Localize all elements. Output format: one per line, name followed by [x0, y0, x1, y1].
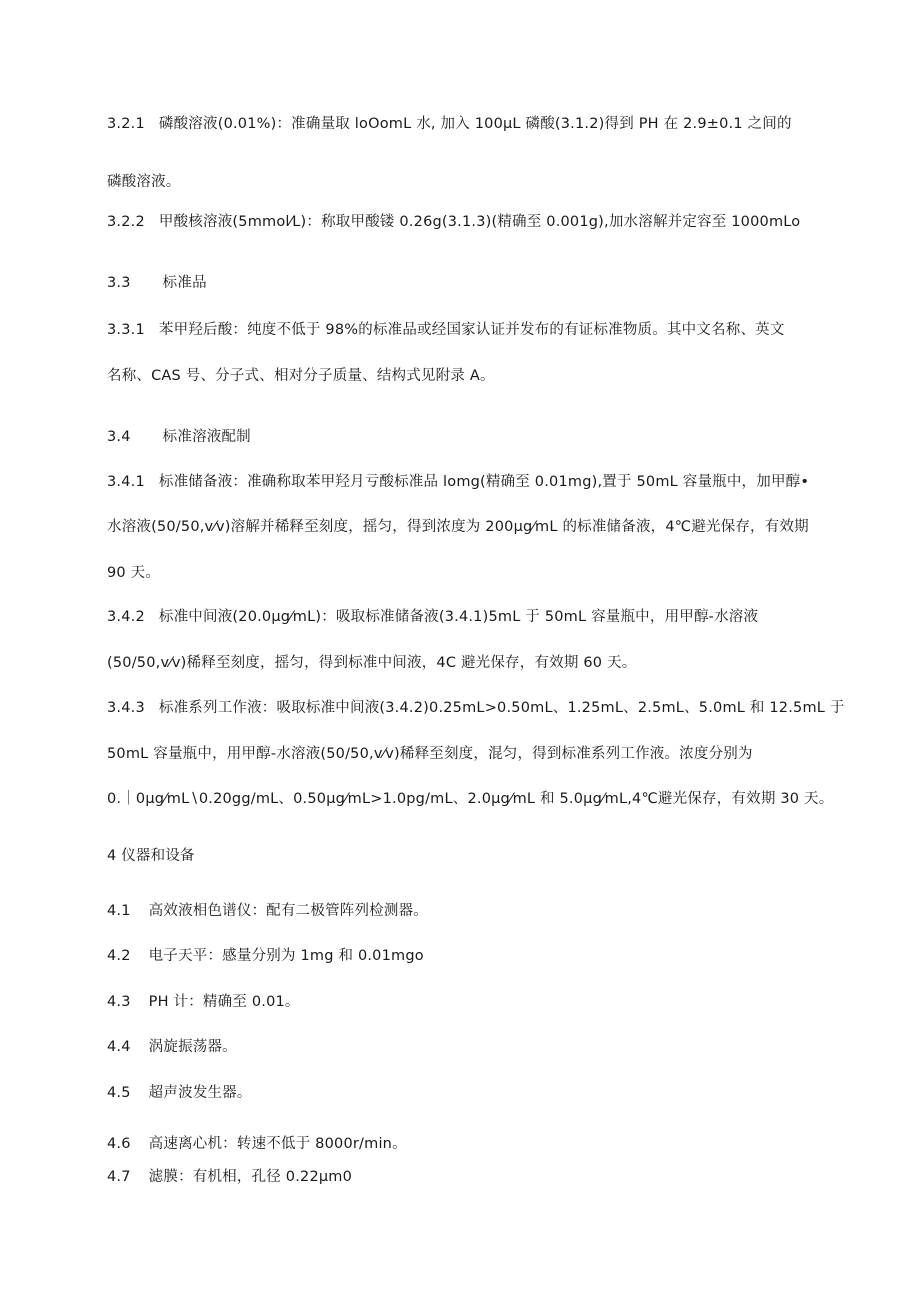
clause-text: 水溶液(50/50,v⁄v)溶解并稀释至刻度，摇匀，得到浓度为 200μg⁄mL 的标准储备液，4℃避光保存，有效期	[107, 519, 809, 535]
clause-4-2	[107, 946, 424, 966]
clause-3-4-3-continued	[107, 744, 753, 764]
clause-text: 标准储备液：准确称取苯甲羟月亏酸标准品 lomg(精确至 0.01mg),置于 50mL 容量瓶中，加甲醇•	[158, 474, 810, 490]
clause-3-4-3-continued-2	[107, 789, 833, 809]
clause-number: 3.2.1	[107, 116, 145, 132]
section-heading: 标准溶液配制	[162, 429, 251, 445]
section-3-4	[107, 427, 251, 447]
clause-3-2-2	[107, 212, 800, 232]
clause-text: 苯甲羟后酸：纯度不低于 98%的标准品或经国家认证并发布的有证标准物质。其中文名称、英文	[158, 322, 785, 338]
clause-text: 磷酸溶液(0.01%)：准确量取 loOomL 水, 加入 100μL 磷酸(3.1.2)得到 PH 在 2.9±0.1 之间的	[158, 116, 792, 132]
clause-text: 涡旋振荡器。	[148, 1039, 237, 1055]
clause-text: 滤膜：有机相，孔径 0.22μm0	[148, 1169, 353, 1185]
clause-3-4-2-continued	[107, 653, 636, 673]
clause-number: 3.3	[107, 275, 131, 291]
clause-3-4-1	[107, 472, 809, 492]
clause-number: 4.5	[107, 1085, 131, 1101]
clause-text: 电子天平：感量分别为 1mg 和 0.01mgo	[148, 948, 424, 964]
clause-4-6	[107, 1134, 407, 1154]
clause-number: 3.4.3	[107, 700, 145, 716]
clause-3-2-1	[107, 114, 792, 134]
clause-text: 90 天。	[107, 565, 161, 581]
clause-number: 4.7	[107, 1169, 131, 1185]
clause-4-7	[107, 1167, 352, 1187]
clause-3-2-1-continued	[107, 172, 181, 192]
clause-text: 甲酸核溶液(5mmol⁄L)：称取甲酸镂 0.26g(3.1.3)(精确至 0.001g),加水溶解并定容至 1000mLo	[158, 214, 801, 230]
clause-text: 50mL 容量瓶中，用甲醇-水溶液(50/50,v⁄v)稀释至刻度，混匀，得到标准系列工作液。浓度分别为	[107, 746, 753, 762]
clause-3-3-1	[107, 320, 785, 340]
clause-number: 4.1	[107, 903, 131, 919]
clause-3-4-1-continued-2	[107, 563, 160, 583]
clause-text: PH 计：精确至 0.01。	[148, 994, 300, 1010]
section-heading: 标准品	[162, 275, 207, 291]
clause-3-4-1-continued	[107, 517, 809, 537]
clause-4-5	[107, 1083, 252, 1103]
section-heading: 4 仪器和设备	[107, 848, 195, 864]
clause-4-4	[107, 1037, 237, 1057]
clause-3-3-1-continued	[107, 366, 495, 386]
clause-text: 高效液相色谱仪：配有二极管阵列检测器。	[148, 903, 428, 919]
clause-number: 3.3.1	[107, 322, 145, 338]
clause-text: 标准中间液(20.0μg⁄mL)：吸取标准储备液(3.4.1)5mL 于 50mL 容量瓶中，用甲醇-水溶液	[158, 609, 759, 625]
clause-number: 4.3	[107, 994, 131, 1010]
clause-number: 4.6	[107, 1136, 131, 1152]
clause-number: 4.4	[107, 1039, 131, 1055]
clause-number: 3.4.1	[107, 474, 145, 490]
clause-text: 0.｜0μg⁄mL∖0.20gg/mL、0.50μg⁄mL>1.0pg/mL、2.0μg⁄mL 和 5.0μg⁄mL,4℃避光保存，有效期 30 天。	[107, 791, 834, 807]
clause-3-4-3	[107, 698, 845, 718]
section-3-3	[107, 273, 207, 293]
clause-number: 4.2	[107, 948, 131, 964]
clause-text: 磷酸溶液。	[107, 174, 181, 190]
clause-3-4-2	[107, 607, 758, 627]
clause-number: 3.2.2	[107, 214, 145, 230]
clause-number: 3.4	[107, 429, 131, 445]
clause-4-3	[107, 992, 300, 1012]
clause-text: 标准系列工作液：吸取标准中间液(3.4.2)0.25mL>0.50mL、1.25mL、2.5mL、5.0mL 和 12.5mL 于	[158, 700, 845, 716]
clause-text: (50/50,v⁄v)稀释至刻度，摇匀，得到标准中间液，4C 避光保存，有效期 60 天。	[107, 655, 637, 671]
clause-4-1	[107, 901, 428, 921]
section-4-heading	[107, 846, 195, 866]
clause-text: 高速离心机：转速不低于 8000r/min。	[148, 1136, 407, 1152]
clause-number: 3.4.2	[107, 609, 145, 625]
clause-text: 超声波发生器。	[148, 1085, 252, 1101]
clause-text: 名称、CAS 号、分子式、相对分子质量、结构式见附录 A。	[107, 368, 495, 384]
